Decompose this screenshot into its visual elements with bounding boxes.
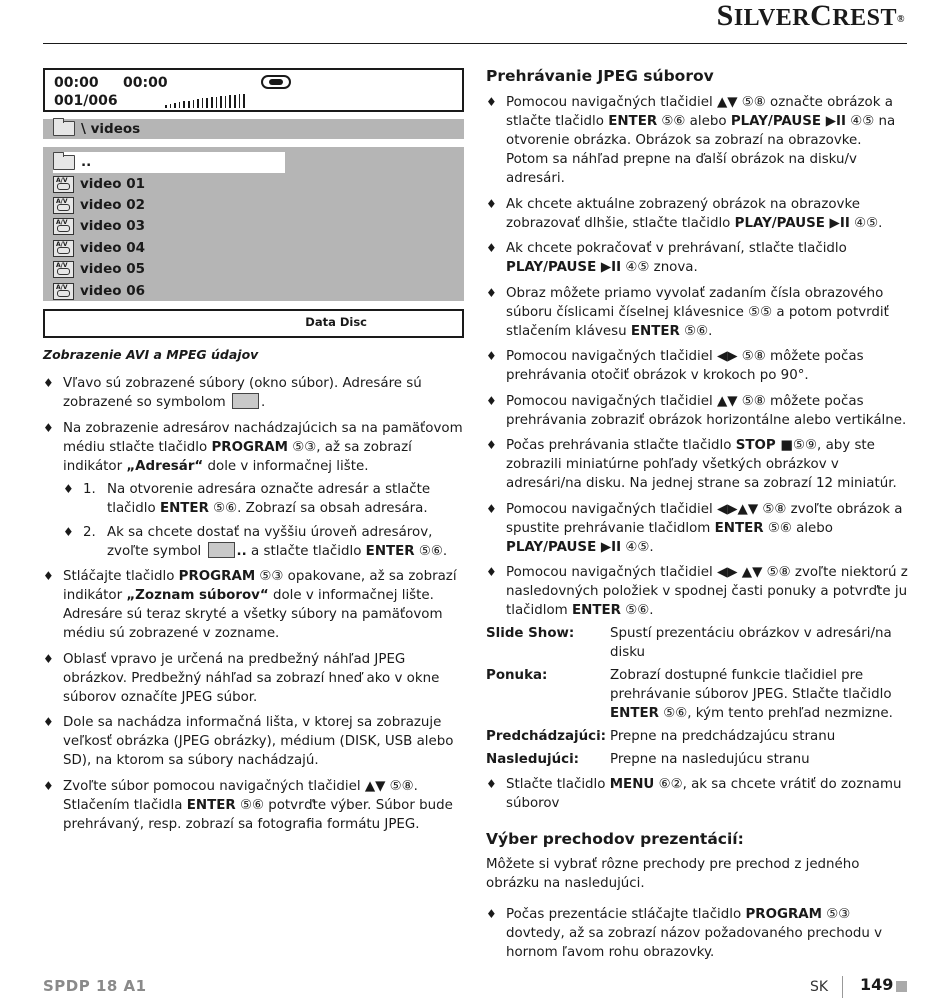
section-heading: Prehrávanie JPEG súborov bbox=[486, 67, 714, 85]
path-bar bbox=[43, 119, 464, 139]
right-bullets-3 bbox=[486, 905, 908, 962]
list-item: ♦ Ak chcete aktuálne zobrazený obrázok na obrazovke zobrazovať dlhšie, stlačte tlačidlo PLAY/PAUSE ▶II ④⑤. bbox=[486, 195, 908, 233]
folder-icon bbox=[53, 155, 75, 170]
folder-icon bbox=[53, 121, 75, 136]
left-column bbox=[43, 68, 465, 840]
list-item: ♦ Ak chcete pokračovať v prehrávaní, stlačte tlačidlo PLAY/PAUSE ▶II ④⑤ znova. bbox=[486, 239, 908, 277]
level-bars-icon bbox=[165, 94, 245, 108]
header-rule bbox=[43, 43, 907, 44]
path-label: \ videos bbox=[81, 121, 141, 137]
folder-icon bbox=[232, 393, 259, 409]
def-row: Predchádzajúci: Prepne na predchádzajúcu stranu bbox=[486, 729, 836, 744]
av-file-icon: A/V bbox=[53, 218, 74, 235]
definition-list bbox=[486, 624, 908, 769]
list-item: ♦ Počas prehrávania stlačte tlačidlo STOP ■⑤⑨, aby ste zobrazili miniatúrne pohľady všetkých obrázkov v adresári/na disku. Na jednej strane sa zobrazí 12 miniatúr. bbox=[486, 436, 908, 493]
screen-illustration bbox=[43, 68, 464, 362]
page-number: 149 bbox=[860, 975, 894, 994]
file-row: A/V video 04 bbox=[53, 238, 464, 259]
av-file-icon: A/V bbox=[53, 176, 74, 193]
list-item: ♦ Pomocou navigačných tlačidiel ◀▶ ▲▼ ⑤⑧ zvoľte niektorú z nasledovných položiek v spodnej časti ponuky a potvrďte ju tlačidlom ENTER ⑤⑥. bbox=[486, 563, 908, 620]
left-bullets bbox=[43, 374, 465, 834]
def-row: Slide Show: Spustí prezentáciu obrázkov v adresári/na disku bbox=[486, 626, 892, 660]
file-row: A/V video 06 bbox=[53, 280, 464, 301]
time-total: 00:00 bbox=[123, 75, 168, 91]
time-elapsed: 00:00 bbox=[54, 75, 99, 91]
brand-logo: SILVERCREST® bbox=[716, 0, 905, 32]
model-number: SPDP 18 A1 bbox=[43, 977, 147, 995]
list-item: ♦ Stlačte tlačidlo MENU ⑥②, ak sa chcete vrátiť do zoznamu súborov bbox=[486, 775, 908, 813]
list-item: ♦ Pomocou navigačných tlačidiel ◀▶▲▼ ⑤⑧ zvoľte obrázok a spustite prehrávanie tlačidlom ENTER ⑤⑥ alebo PLAY/PAUSE ▶II ④⑤. bbox=[486, 500, 908, 557]
info-bar: Data Disc bbox=[43, 309, 464, 338]
list-item: ♦ 1. Na otvorenie adresára označte adresár a stlačte tlačidlo ENTER ⑤⑥. Zobrazí sa obsah adresára. bbox=[63, 480, 465, 518]
av-file-icon: A/V bbox=[53, 197, 74, 214]
right-bullets bbox=[486, 93, 908, 620]
status-box bbox=[43, 68, 464, 112]
numbered-list bbox=[63, 480, 465, 561]
right-column bbox=[486, 66, 908, 969]
list-item: ♦ Zvoľte súbor pomocou navigačných tlačidiel ▲▼ ⑤⑧. Stlačením tlačidla ENTER ⑤⑥ potvrďte výber. Súbor bude prehrávaný, resp. zobrazí sa fotografia formátu JPEG. bbox=[43, 777, 465, 834]
file-row: A/V video 02 bbox=[53, 195, 464, 216]
av-file-icon: A/V bbox=[53, 283, 74, 300]
list-item: ♦ Pomocou navigačných tlačidiel ◀▶ ⑤⑧ môžete počas prehrávania otočiť obrázok v krokoch po 90°. bbox=[486, 347, 908, 385]
disc-icon bbox=[261, 75, 291, 89]
list-item: ♦ Na zobrazenie adresárov nachádzajúcich sa na pamäťovom médiu stlačte tlačidlo PROGRAM ⑤③, až sa zobrazí indikátor „Adresár“ dole v informačnej lište. ♦ 1. Na otvorenie adresára označte adresár a stlačte tlačidlo ENTER ⑤⑥. Zobrazí sa obsah adresára. ♦ 2. Ak sa chcete dostať na vyššiu úroveň adresárov, zvoľte symbol .. a stlačte tlačidlo ENTER ⑤⑥. bbox=[43, 419, 465, 561]
list-item: ♦ Vľavo sú zobrazené súbory (okno súbor). Adresáre sú zobrazené so symbolom . bbox=[43, 374, 465, 412]
list-item: ♦ Pomocou navigačných tlačidiel ▲▼ ⑤⑧ označte obrázok a stlačte tlačidlo ENTER ⑤⑥ alebo PLAY/PAUSE ▶II ④⑤ na otvorenie obrázka. Obrázok sa zobrazí na obrazovke. Potom sa náhľad prepne na ďalší obrázok na disku/v adresári. bbox=[486, 93, 908, 188]
section-heading: Výber prechodov prezentácií: bbox=[486, 830, 744, 848]
list-item: ♦ Dole sa nachádza informačná lišta, v ktorej sa zobrazuje veľkosť obrázka (JPEG obrázky), médium (DISK, USB alebo SD), na ktorom sa súbory nachádzajú. bbox=[43, 713, 465, 770]
file-counter: 001/006 bbox=[54, 93, 118, 109]
footer-divider bbox=[842, 976, 843, 998]
page-marker-icon bbox=[896, 981, 907, 992]
folder-icon bbox=[208, 542, 235, 558]
def-row: Nasledujúci: Prepne na nasledujúcu stranu bbox=[486, 752, 810, 767]
list-item: ♦ Pomocou navigačných tlačidiel ▲▼ ⑤⑧ môžete počas prehrávania zobraziť obrázok horizontálne alebo vertikálne. bbox=[486, 392, 908, 430]
file-row: A/V video 05 bbox=[53, 259, 464, 280]
av-file-icon: A/V bbox=[53, 261, 74, 278]
figure-caption: Zobrazenie AVI a MPEG údajov bbox=[43, 347, 259, 362]
list-item: ♦ Oblasť vpravo je určená na predbežný náhľad JPEG obrázkov. Predbežný náhľad sa zobrazí hneď ako v okne súborov označíte JPEG súbor. bbox=[43, 650, 465, 707]
file-list bbox=[43, 147, 464, 301]
list-item: ♦ 2. Ak sa chcete dostať na vyššiu úroveň adresárov, zvoľte symbol .. a stlačte tlačidlo ENTER ⑤⑥. bbox=[63, 523, 465, 561]
file-row: A/V video 03 bbox=[53, 216, 464, 237]
paragraph: Môžete si vybrať rôzne prechody pre prechod z jedného obrázku na nasledujúci. bbox=[486, 857, 860, 891]
language-code: SK bbox=[810, 979, 829, 995]
right-bullets-2 bbox=[486, 775, 908, 813]
list-item: ♦ Stláčajte tlačidlo PROGRAM ⑤③ opakovane, až sa zobrazí indikátor „Zoznam súborov“ dole v informačnej lište. Adresáre sú teraz skryté a všetky súbory na pamäťovom médiu sú zobrazené v zozname. bbox=[43, 567, 465, 643]
file-row: A/V video 01 bbox=[53, 173, 464, 194]
av-file-icon: A/V bbox=[53, 240, 74, 257]
parent-dir-row: .. bbox=[53, 152, 285, 173]
list-item: ♦ Obraz môžete priamo vyvolať zadaním čísla obrazového súboru číslicami číselnej klávesnice ⑤⑤ a potom potvrdiť stlačením klávesu ENTER ⑤⑥. bbox=[486, 284, 908, 341]
def-row: Ponuka: Zobrazí dostupné funkcie tlačidiel pre prehrávanie súborov JPEG. Stlačte tlačidlo ENTER ⑤⑥, kým tento prehľad nezmizne. bbox=[486, 668, 893, 721]
list-item: ♦ Počas prezentácie stláčajte tlačidlo PROGRAM ⑤③ dovtedy, až sa zobrazí názov požadovaného prechodu v hornom ľavom rohu obrazovky. bbox=[486, 905, 908, 962]
